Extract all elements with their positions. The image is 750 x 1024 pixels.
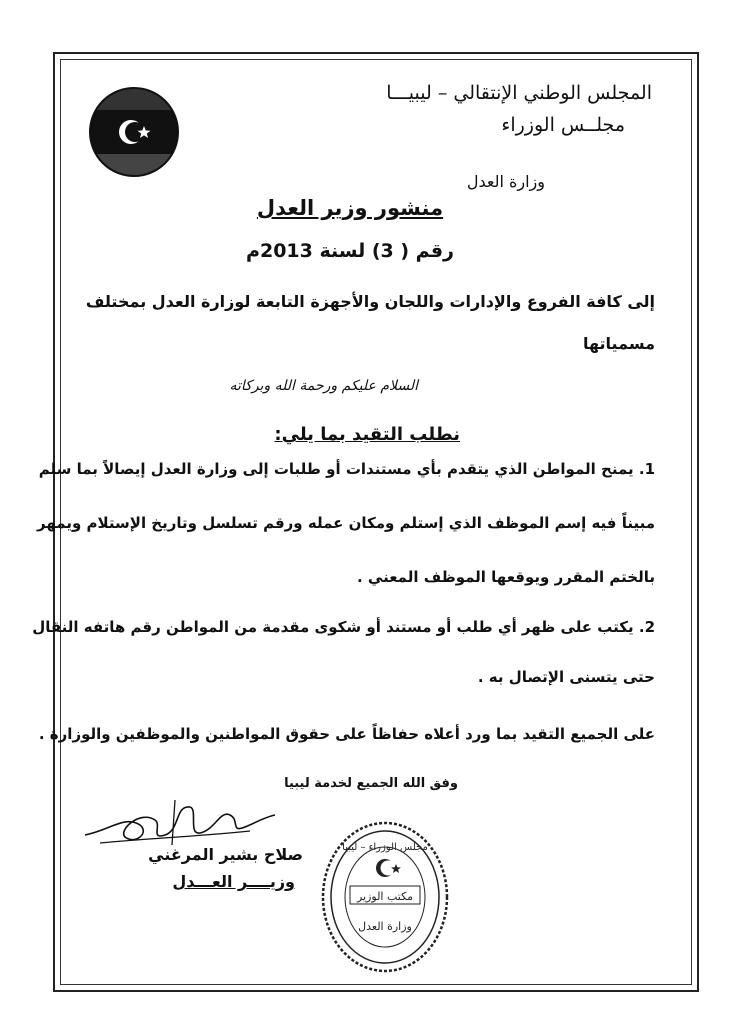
instructions-heading: نطلب التقيد بما يلي:	[274, 424, 460, 445]
seal-ring-text: مجلس الوزراء – ليبيا	[342, 842, 428, 853]
signatory-title: وزيــــر العـــدل	[172, 872, 295, 891]
official-seal-icon	[320, 820, 450, 975]
addressee-line: مسمياتها	[582, 334, 655, 353]
item-1-line: 1. يمنح المواطن الذي يتقدم بأي مستندات أو طلبات إلى وزارة العدل إيصالاً بما سلم	[38, 460, 655, 478]
closing-line: على الجميع التقيد بما ورد أعلاه حفاظاً على حقوق المواطنين والموظفين والوزارة .	[38, 725, 655, 743]
addressee-line: إلى كافة الفروع والإدارات واللجان والأجهزة التابعة لوزارة العدل بمختلف	[85, 292, 655, 311]
libya-flag-emblem-icon	[88, 86, 180, 178]
header-cabinet: مجلــس الوزراء	[501, 114, 625, 136]
item-1-line: مبيناً فيه إسم الموظف الذي إستلم ومكان عمله ورقم تسلسل وتاريخ الإستلام ويمهر	[37, 514, 655, 532]
header-ministry: وزارة العدل	[466, 172, 545, 191]
signatory-name: صلاح بشير المرغني	[148, 845, 303, 864]
header-council: المجلس الوطني الإنتقالي – ليبيـــا	[386, 82, 652, 104]
closing-wish: وفق الله الجميع لخدمة ليبيا	[284, 776, 458, 791]
circular-title: منشور وزير العدل	[256, 196, 444, 220]
seal-bottom-text: وزارة العدل	[358, 920, 412, 933]
seal-center-text: مكتب الوزير	[356, 890, 414, 903]
greeting: السلام عليكم ورحمة الله وبركاته	[229, 378, 418, 394]
item-2-line: حتى يتسنى الإتصال به .	[477, 668, 655, 686]
circular-number: رقم ( 3) لسنة 2013م	[246, 240, 454, 262]
item-2-line: 2. يكتب على ظهر أي طلب أو مستند أو شكوى مقدمة من المواطن رقم هاتفه النقال	[32, 618, 655, 636]
item-1-line: بالختم المقرر ويوقعها الموظف المعني .	[356, 568, 655, 586]
